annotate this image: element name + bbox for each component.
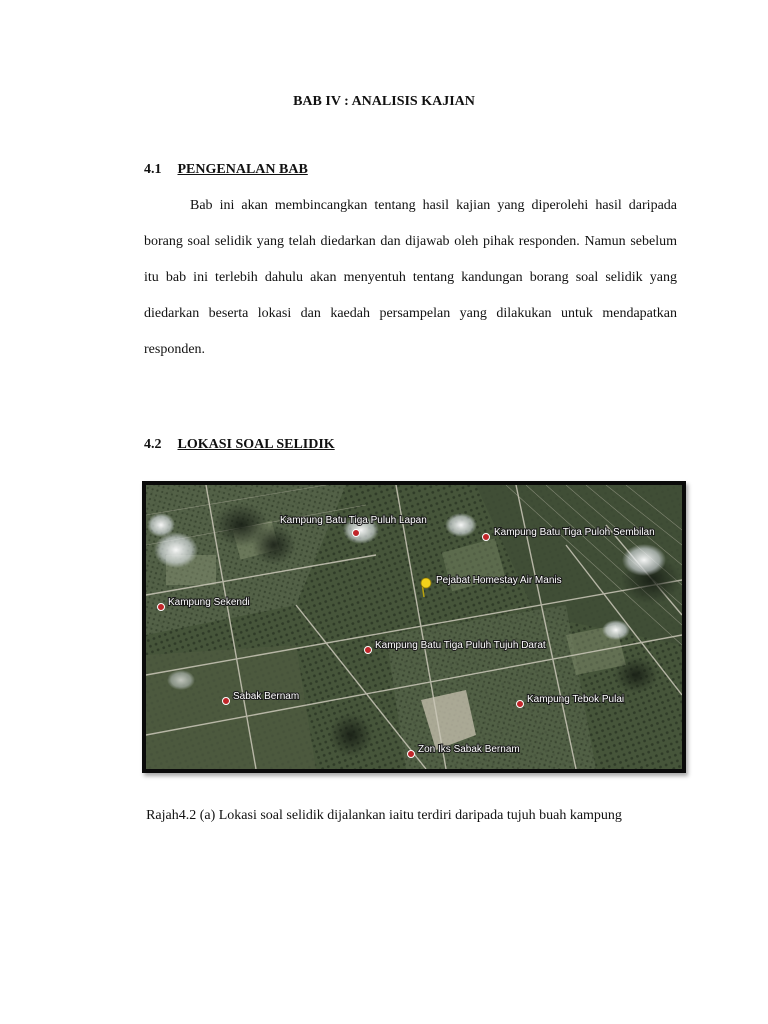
map-label: Kampung Batu Tiga Puluh Lapan	[280, 515, 427, 526]
cloud	[602, 620, 630, 640]
cloud-shadow	[329, 713, 373, 757]
map-label: Kampung Sekendi	[168, 597, 250, 608]
map-label: Sabak Bernam	[233, 691, 300, 702]
plantation-field	[146, 645, 316, 769]
cloud-shadow	[614, 657, 658, 693]
map-label: Kampung Batu Tiga Puluh Tujuh Darat	[375, 640, 546, 651]
section-title: LOKASI SOAL SELIDIK	[177, 437, 335, 452]
section-title: PENGENALAN BAB	[177, 162, 308, 177]
page-title: BAB IV : ANALISIS KAJIAN	[293, 94, 475, 109]
cloud	[167, 670, 195, 690]
satellite-map-figure	[142, 481, 686, 773]
section-number: 4.2	[144, 437, 162, 452]
intro-paragraph: Bab ini akan membincangkan tentang hasil kajian yang diperolehi hasil daripada borang soal selidik yang telah diedarkan dan dijawab oleh pihak responden. Namun sebelum itu bab ini terlebih dahulu akan menyentuh tentang kandungan borang soal selidik yang diedarkan beserta lokasi dan kaedah persampelan yang dilakukan untuk mendapatkan responden.	[144, 198, 677, 357]
cloud	[154, 532, 198, 568]
map-label: Kampung Tebok Pulai	[527, 694, 625, 705]
push-pin-icon	[421, 578, 431, 588]
cloud	[445, 513, 477, 537]
section-heading-4-1	[144, 162, 308, 178]
figure-caption: Rajah4.2 (a) Lokasi soal selidik dijalankan iaitu terdiri daripada tujuh buah kampung	[146, 808, 622, 823]
map-label: Pejabat Homestay Air Manis	[436, 575, 562, 586]
section-number: 4.1	[144, 162, 162, 177]
cloud	[147, 513, 175, 537]
satellite-map	[146, 485, 682, 769]
map-label: Kampung Batu Tiga Puloh Sembilan	[494, 527, 655, 538]
cloud-shadow	[252, 525, 296, 565]
cloud	[622, 544, 666, 576]
map-label: Zon Iks Sabak Bernam	[418, 744, 520, 755]
section-heading-4-2	[144, 437, 335, 453]
